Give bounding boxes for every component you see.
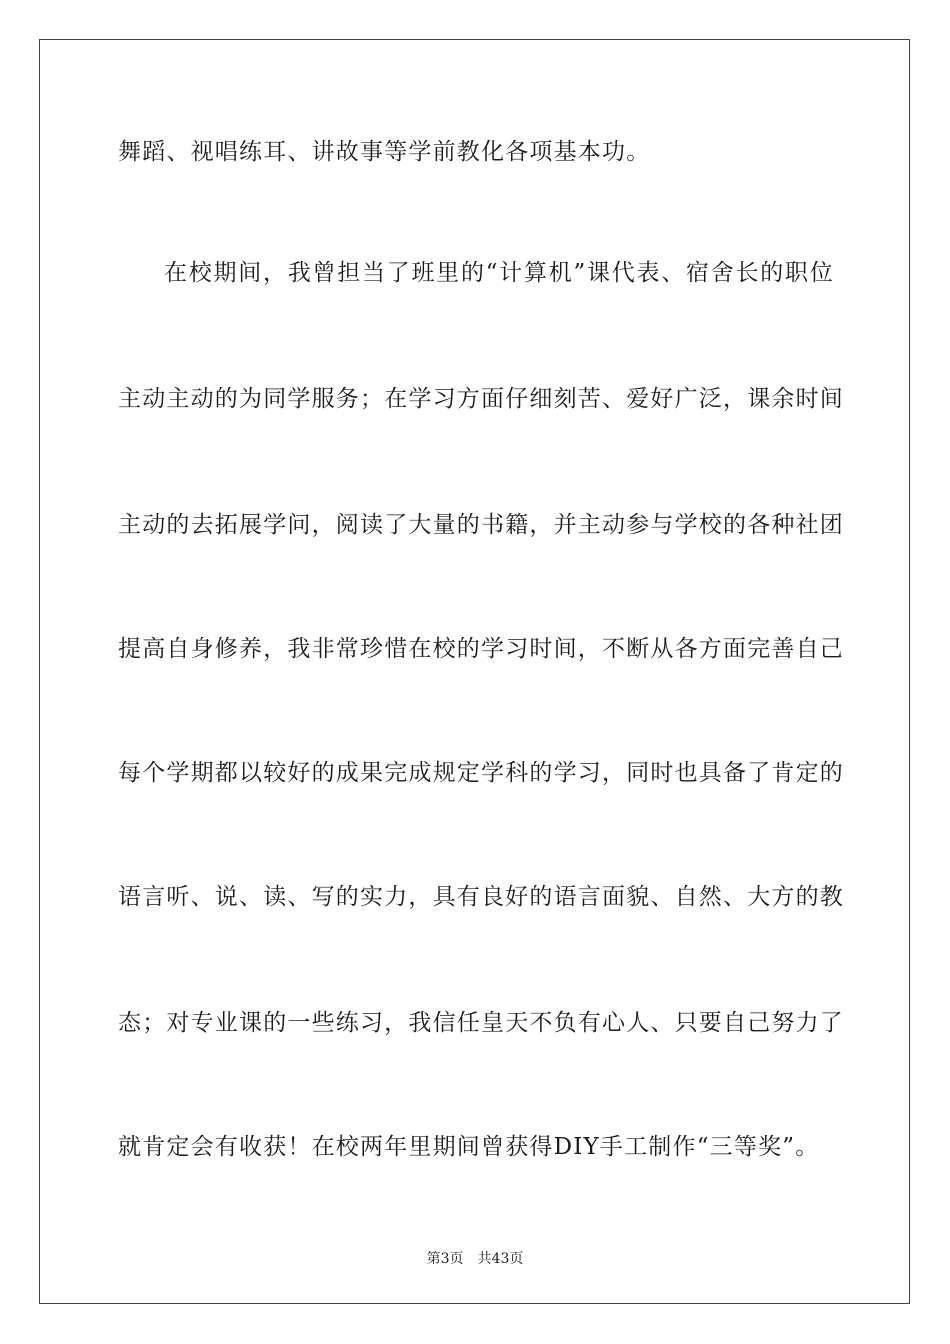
- paragraph-line-6: 每个学期都以较好的成果完成规定学科的学习，同时也具备了肯定的: [118, 760, 844, 786]
- paragraph-line-2: 在校期间，我曾担当了班里的“计算机”课代表、宿舍长的职位: [164, 260, 834, 286]
- paragraph-line-7: 语言听、说、读、写的实力，具有良好的语言面貌、自然、大方的教: [118, 884, 844, 910]
- paragraph-line-3: 主动主动的为同学服务；在学习方面仔细刻苦、爱好广泛，课余时间: [118, 386, 844, 412]
- page-number: 第3页: [426, 1251, 464, 1267]
- paragraph-line-9: 就肯定会有收获！在校两年里期间曾获得DIY手工制作“三等奖”。: [118, 1134, 820, 1160]
- paragraph-line-1: 舞蹈、视唱练耳、讲故事等学前教化各项基本功。: [118, 139, 651, 165]
- page-border: [39, 39, 910, 1304]
- paragraph-line-5: 提高自身修养，我非常珍惜在校的学习时间，不断从各方面完善自己: [118, 636, 844, 662]
- paragraph-line-4: 主动的去拓展学问，阅读了大量的书籍，并主动参与学校的各种社团: [118, 512, 844, 538]
- paragraph-line-8: 态；对专业课的一些练习，我信任皇天不负有心人、只要自己努力了: [118, 1010, 844, 1036]
- page-total: 共43页: [477, 1251, 524, 1267]
- page-footer: [0, 1250, 950, 1268]
